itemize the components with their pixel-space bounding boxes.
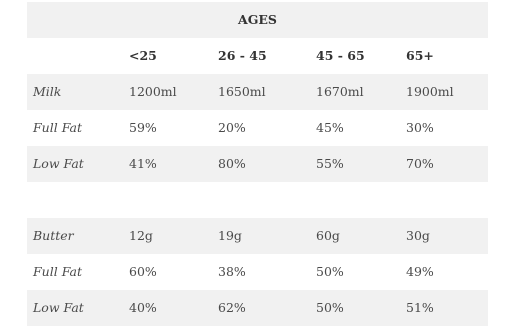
table-cell: 55% bbox=[316, 156, 344, 171]
table-row bbox=[27, 254, 488, 290]
spacer-row bbox=[27, 182, 488, 218]
table-row bbox=[27, 146, 488, 182]
table-cell: 70% bbox=[406, 156, 434, 171]
table-title: AGES bbox=[238, 12, 277, 27]
table-row bbox=[27, 218, 488, 254]
table-cell: 49% bbox=[406, 264, 434, 279]
ages-table bbox=[27, 2, 488, 326]
table-cell: 30g bbox=[406, 228, 430, 243]
title-row bbox=[27, 2, 488, 38]
row-label: Low Fat bbox=[33, 156, 84, 171]
table-cell: 19g bbox=[218, 228, 242, 243]
table-cell: 30% bbox=[406, 120, 434, 135]
column-header: 45 - 65 bbox=[316, 48, 365, 63]
column-header: 65+ bbox=[406, 48, 434, 63]
table-cell: 1670ml bbox=[316, 84, 364, 99]
table-cell: 80% bbox=[218, 156, 246, 171]
table-cell: 41% bbox=[129, 156, 157, 171]
row-label: Full Fat bbox=[33, 264, 82, 279]
row-label: Milk bbox=[33, 84, 62, 99]
table-cell: 62% bbox=[218, 300, 246, 315]
row-label: Full Fat bbox=[33, 120, 82, 135]
table-cell: 40% bbox=[129, 300, 157, 315]
table-cell: 60% bbox=[129, 264, 157, 279]
table-cell: 50% bbox=[316, 264, 344, 279]
column-header: 26 - 45 bbox=[218, 48, 267, 63]
table-cell: 59% bbox=[129, 120, 157, 135]
table-cell: 60g bbox=[316, 228, 340, 243]
row-label: Butter bbox=[33, 228, 74, 243]
table-row bbox=[27, 74, 488, 110]
table-cell: 45% bbox=[316, 120, 344, 135]
table-cell: 12g bbox=[129, 228, 153, 243]
table-cell: 50% bbox=[316, 300, 344, 315]
table-cell: 38% bbox=[218, 264, 246, 279]
row-label: Low Fat bbox=[33, 300, 84, 315]
table-row bbox=[27, 110, 488, 146]
table-cell: 20% bbox=[218, 120, 246, 135]
header-row bbox=[27, 38, 488, 74]
column-header: <25 bbox=[129, 48, 157, 63]
table-cell: 1900ml bbox=[406, 84, 454, 99]
table-row bbox=[27, 290, 488, 326]
table-cell: 51% bbox=[406, 300, 434, 315]
table-cell: 1200ml bbox=[129, 84, 177, 99]
table-cell: 1650ml bbox=[218, 84, 266, 99]
